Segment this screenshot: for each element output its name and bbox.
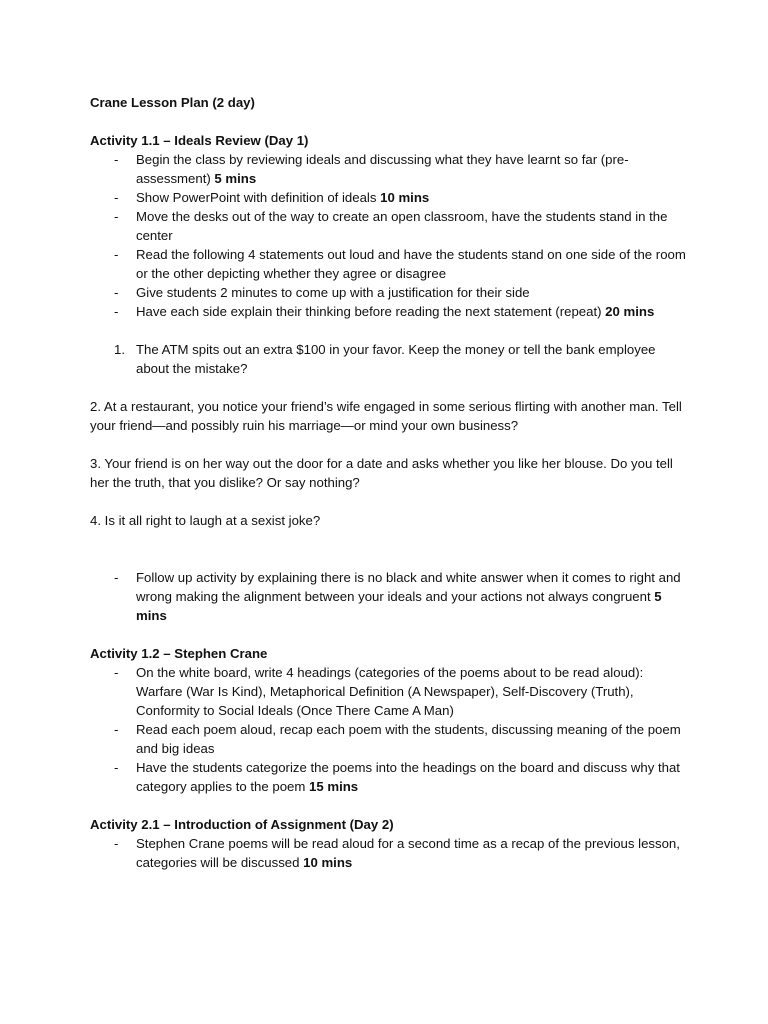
bullet-text: Have the students categorize the poems into the headings on the board and discuss why that category applies to the poem bbox=[136, 760, 680, 794]
bullet-duration: 20 mins bbox=[605, 304, 655, 319]
bullet-item bbox=[90, 150, 690, 188]
bullet-duration: 10 mins bbox=[303, 855, 353, 870]
statement-3: 3. Your friend is on her way out the door for a date and asks whether you like her blouse. Do you tell her the truth, that you dislike? Or say nothing? bbox=[90, 456, 673, 490]
dash-marker: - bbox=[114, 285, 119, 300]
bullet-text: Have each side explain their thinking before reading the next statement (repeat) bbox=[136, 304, 606, 319]
document-page bbox=[90, 93, 690, 872]
bullet-text: Show PowerPoint with definition of ideals bbox=[136, 190, 381, 205]
bullet-item bbox=[90, 207, 690, 245]
bullet-item bbox=[90, 245, 690, 283]
bullet-text: Stephen Crane poems will be read aloud for a second time as a recap of the previous lesson, categories will be discussed bbox=[136, 836, 680, 870]
statement-2: 2. At a restaurant, you notice your friend’s wife engaged in some serious flirting with another man. Tell your friend—and possibly ruin his marriage—or mind your own business? bbox=[90, 399, 682, 433]
spacer bbox=[90, 378, 690, 397]
dash-marker: - bbox=[114, 836, 119, 851]
bullet-text: Give students 2 minutes to come up with a justification for their side bbox=[136, 285, 530, 300]
follow-up-list bbox=[90, 568, 690, 625]
dash-marker: - bbox=[114, 190, 119, 205]
dash-marker: - bbox=[114, 760, 119, 775]
statement-1-text: The ATM spits out an extra $100 in your favor. Keep the money or tell the bank employee about the mistake? bbox=[136, 342, 656, 376]
bullet-duration: 15 mins bbox=[309, 779, 359, 794]
bullet-item bbox=[90, 283, 690, 302]
bullet-text: Follow up activity by explaining there is no black and white answer when it comes to right and wrong making the alignment between your ideals and your actions not always congruent bbox=[136, 570, 681, 604]
dash-marker: - bbox=[114, 247, 119, 262]
document-title: Crane Lesson Plan (2 day) bbox=[90, 95, 255, 110]
bullet-duration: 10 mins bbox=[380, 190, 430, 205]
statement-1 bbox=[90, 340, 690, 378]
activity-1-2-heading: Activity 1.2 – Stephen Crane bbox=[90, 646, 268, 661]
dash-marker: - bbox=[114, 209, 119, 224]
bullet-item bbox=[90, 663, 690, 720]
bullet-text: Read each poem aloud, recap each poem with the students, discussing meaning of the poem and big ideas bbox=[136, 722, 681, 756]
bullet-item bbox=[90, 758, 690, 796]
spacer bbox=[90, 112, 690, 131]
dash-marker: - bbox=[114, 570, 119, 585]
bullet-text: On the white board, write 4 headings (categories of the poems about to be read aloud): Warfare (War Is Kind), Metaphorical Definition (A Newspaper), Self-Discovery (Truth), Conformity to Social Ideals (Once There Came A Man) bbox=[136, 665, 644, 718]
dash-marker: - bbox=[114, 152, 119, 167]
dash-marker: - bbox=[114, 304, 119, 319]
activity-2-1-heading: Activity 2.1 – Introduction of Assignment (Day 2) bbox=[90, 817, 394, 832]
bullet-text: Begin the class by reviewing ideals and discussing what they have learnt so far (pre-assessment) bbox=[136, 152, 629, 186]
activity-1-1-heading: Activity 1.1 – Ideals Review (Day 1) bbox=[90, 133, 309, 148]
spacer bbox=[90, 625, 690, 644]
bullet-duration: 5 mins bbox=[136, 589, 662, 623]
spacer bbox=[90, 796, 690, 815]
bullet-duration: 5 mins bbox=[214, 171, 257, 186]
dash-marker: - bbox=[114, 722, 119, 737]
bullet-item bbox=[90, 568, 690, 625]
statement-4: 4. Is it all right to laugh at a sexist joke? bbox=[90, 513, 321, 528]
activity-1-1-bullets bbox=[90, 150, 690, 321]
activity-1-2-bullets bbox=[90, 663, 690, 796]
bullet-item bbox=[90, 302, 690, 321]
bullet-item bbox=[90, 720, 690, 758]
statement-number: 1. bbox=[114, 342, 125, 357]
spacer bbox=[90, 492, 690, 511]
spacer bbox=[90, 435, 690, 454]
bullet-item bbox=[90, 188, 690, 207]
dash-marker: - bbox=[114, 665, 119, 680]
activity-2-1-bullets bbox=[90, 834, 690, 872]
statement-1-list bbox=[90, 340, 690, 378]
bullet-item bbox=[90, 834, 690, 872]
bullet-text: Move the desks out of the way to create an open classroom, have the students stand in the center bbox=[136, 209, 668, 243]
spacer bbox=[90, 530, 690, 549]
spacer bbox=[90, 321, 690, 340]
bullet-text: Read the following 4 statements out loud and have the students stand on one side of the room or the other depicting whether they agree or disagree bbox=[136, 247, 686, 281]
spacer bbox=[90, 549, 690, 568]
